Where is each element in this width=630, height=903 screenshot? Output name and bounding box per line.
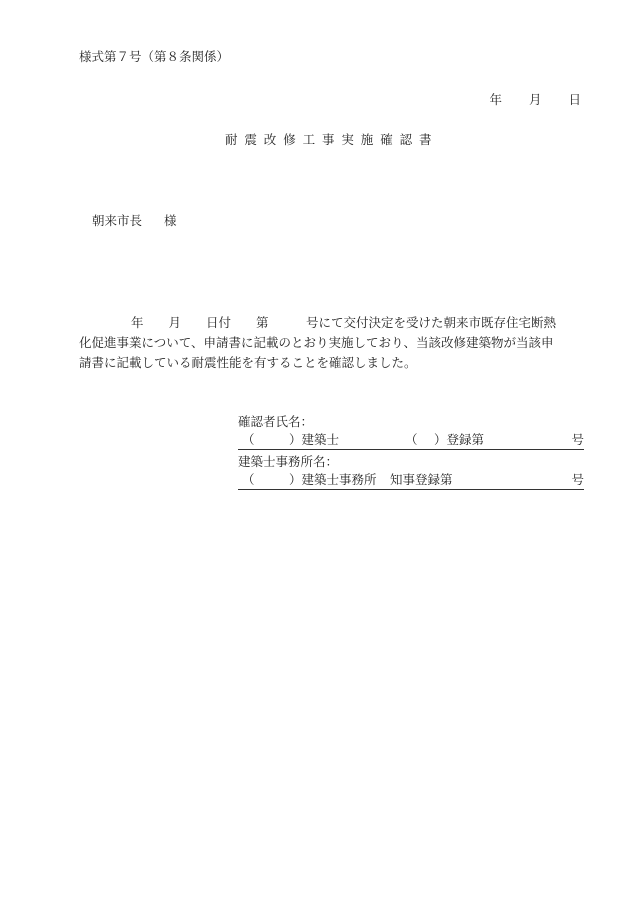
confirmation-block [238, 414, 584, 494]
addressee-honorific: 様 [164, 213, 177, 228]
body-line-2: 化促進事業について、申請書に記載のとおり実施しており、当該改修建築物が当該申 [79, 335, 554, 350]
confirmer-label: 確認者氏名： [238, 414, 314, 429]
document-title: 耐震改修工事実施確認書 [225, 132, 439, 147]
office-registration-line [238, 472, 584, 490]
form-number: 様式第７号（第８条関係） [79, 49, 230, 64]
office-architect-office: ）建築士事務所 [289, 472, 377, 487]
body-line-1: 年 月 日付 第 号にて交付決定を受けた朝来市既存住宅断熱 [131, 315, 557, 330]
office-open-paren: （ [242, 472, 255, 487]
confirmer-open-paren: （ [242, 432, 255, 447]
date-year: 年 [489, 92, 502, 107]
confirmer-open-paren-2: （ [405, 432, 418, 447]
addressee [92, 213, 177, 229]
office-label: 建築士事務所名： [238, 454, 339, 469]
date-month: 月 [528, 92, 542, 107]
date-day: 日 [568, 92, 581, 107]
body-paragraph [79, 313, 589, 373]
addressee-name: 朝来市長 [92, 213, 143, 228]
confirmer-suffix: 号 [571, 432, 584, 447]
date-line [489, 92, 581, 108]
confirmer-architect: ）建築士 [289, 432, 340, 447]
confirmer-registration: ）登録第 [434, 432, 485, 447]
confirmer-registration-line [238, 432, 584, 450]
office-governor-registration: 知事登録第 [390, 472, 453, 487]
body-line-3: 請書に記載している耐震性能を有することを確認しました。 [79, 355, 417, 370]
office-suffix: 号 [571, 472, 584, 487]
